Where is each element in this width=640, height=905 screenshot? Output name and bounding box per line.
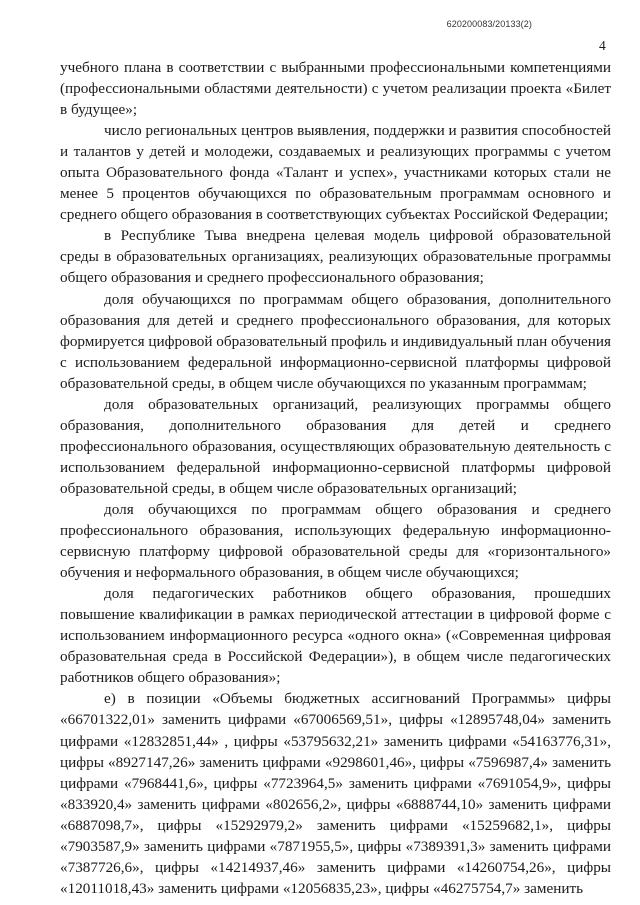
paragraph: доля обучающихся по программам общего образования, дополнительного образования для детей и среднего профессионального образования, для которых формируется цифровой образовательный профиль и индивидуальный план обучения с использованием федеральной информационно-сервисной платформы цифровой образовательной среды, в общем числе обучающихся по указанным программам; bbox=[60, 290, 611, 392]
paragraph: доля образовательных организаций, реализующих программы общего образования, дополнительного образования для детей и среднего профессионального образования, осуществляющих образовательную деятельность с использованием федеральной информационно-сервисной платформы цифровой образовательной среды, в общем числе образовательных организаций; bbox=[60, 395, 611, 497]
paragraph: е) в позиции «Объемы бюджетных ассигнований Программы» цифры «66701322,01» заменить цифрами «67006569,51», цифры «12895748,04» заменить цифрами «12832851,44» , цифры «53795632,21» заменить цифрами «54163776,31», цифры «8927147,26» заменить цифрами «9298601,46», цифры «7596987,4» заменить цифрами «7968441,6», цифры «7723964,5» заменить цифрами «7691054,9», цифры «833920,4» заменить цифрами «802656,2», цифры «6888744,10» заменить цифрами «6887098,7», цифры «15292979,2» заменить цифрами «15259682,1», цифры «7903587,9» заменить цифрами «7871955,5», цифры «7389391,3» заменить цифрами «7387726,6», цифры «14214937,46» заменить цифрами «14260754,26», цифры «12011018,43» заменить цифрами «12056835,23», цифры «46275754,7» заменить bbox=[60, 690, 611, 897]
document-registration-number: 620200083/20133(2) bbox=[446, 19, 532, 29]
paragraph: доля педагогических работников общего образования, прошедших повышение квалификации в рамках периодической аттестации в цифровой форме с использованием информационного ресурса «одного окна» («Современная цифровая образовательная среда в Российской Федерации»), в общем числе педагогических работников общего образования»; bbox=[60, 585, 611, 687]
document-body bbox=[60, 57, 611, 899]
paragraph: доля обучающихся по программам общего образования и среднего профессионального образования, использующих федеральную информационно-сервисную платформу цифровой образовательной среды для «горизонтального» обучения и неформального образования, в общем числе обучающихся; bbox=[60, 500, 611, 582]
paragraph: в Республике Тыва внедрена целевая модель цифровой образовательной среды в образовательных организациях, реализующих образовательные программы общего образования и среднего профессионального образования; bbox=[60, 227, 611, 287]
paragraph: учебного плана в соответствии с выбранными профессиональными компетенциями (профессиональными областями деятельности) с учетом реализации проекта «Билет в будущее»; bbox=[60, 59, 611, 119]
paragraph: число региональных центров выявления, поддержки и развития способностей и талантов у детей и молодежи, создаваемых и реализующих программы с учетом опыта Образовательного фонда «Талант и успех», участниками которых стали не менее 5 процентов обучающихся по образовательным программам основного и среднего общего образования в соответствующих субъектах Российской Федерации; bbox=[60, 122, 611, 224]
page-number: 4 bbox=[599, 38, 606, 53]
